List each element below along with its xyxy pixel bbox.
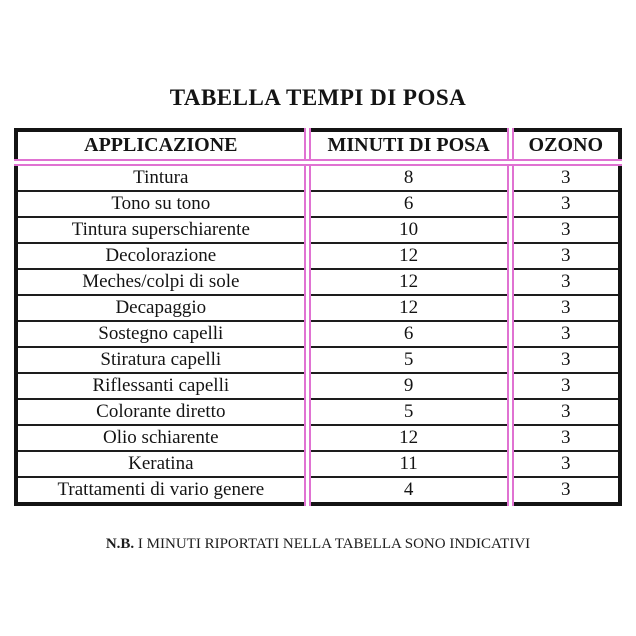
cell-minuti-di-posa: 12 [307,269,510,295]
footnote-label: N.B. [105,536,135,552]
cell-ozono: 3 [510,163,620,192]
cell-ozono: 3 [510,477,620,504]
table-body [16,163,620,505]
cell-minuti-di-posa: 12 [307,295,510,321]
cell-applicazione: Tintura [133,167,189,188]
cell-minuti-di-posa: 12 [307,243,510,269]
cell-ozono: 3 [510,243,620,269]
table-row [16,425,620,451]
cell-minuti-di-posa: 6 [307,191,510,217]
cell-ozono: 3 [510,191,620,217]
cell-applicazione: Riflessanti capelli [16,373,307,399]
cell-applicazione: Tintura superschiarente [16,217,307,243]
table-row [16,269,620,295]
cell-ozono: 3 [510,373,620,399]
cell-ozono: 3 [510,321,620,347]
table-row [16,163,620,192]
cell-ozono: 3 [510,269,620,295]
cell-ozono: 3 [510,217,620,243]
table-row [16,191,620,217]
page-title: TABELLA TEMPI DI POSA [169,85,467,110]
cell-ozono: 3 [510,347,620,373]
cell-applicazione: Stiratura capelli [16,347,307,373]
cell-ozono: 3 [510,295,620,321]
table-row [16,217,620,243]
column-header-ozono: OZONO [510,130,620,163]
cell-applicazione: Meches/colpi di sole [16,269,307,295]
cell-minuti-di-posa: 4 [307,477,510,504]
cell-minuti-di-posa: 6 [307,321,510,347]
cell-minuti-di-posa: 9 [307,373,510,399]
cell-applicazione: Decapaggio [16,295,307,321]
table-row [16,295,620,321]
cell-applicazione: Trattamenti di vario genere [16,477,307,504]
table-row [16,373,620,399]
cell-minuti-di-posa: 8 [307,163,510,192]
cell-applicazione: Decolorazione [16,243,307,269]
tempi-di-posa-table [14,128,622,506]
cell-minuti-di-posa: 5 [307,347,510,373]
table-row [16,399,620,425]
table-row [16,321,620,347]
cell-minuti-di-posa: 11 [307,451,510,477]
cell-minuti-di-posa: 12 [307,425,510,451]
cell-minuti-di-posa: 10 [307,217,510,243]
table-header-row [16,130,620,163]
column-header-applicazione: APPLICAZIONE [16,130,307,163]
cell-ozono: 3 [510,425,620,451]
cell-ozono: 3 [510,399,620,425]
footnote-text: I MINUTI RIPORTATI NELLA TABELLA SONO INDICATIVI [137,536,531,552]
table-row [16,451,620,477]
table-row [16,347,620,373]
cell-minuti-di-posa: 5 [307,399,510,425]
table-row [16,477,620,504]
cell-applicazione: Sostegno capelli [16,321,307,347]
cell-applicazione: Tono su tono [16,191,307,217]
footnote [0,506,636,553]
column-header-minuti-di-posa: MINUTI DI POSA [307,130,510,163]
cell-applicazione: Olio schiarente [16,425,307,451]
cell-applicazione: Keratina [16,451,307,477]
table-row [16,243,620,269]
cell-applicazione: Colorante diretto [16,399,307,425]
cell-ozono: 3 [510,451,620,477]
